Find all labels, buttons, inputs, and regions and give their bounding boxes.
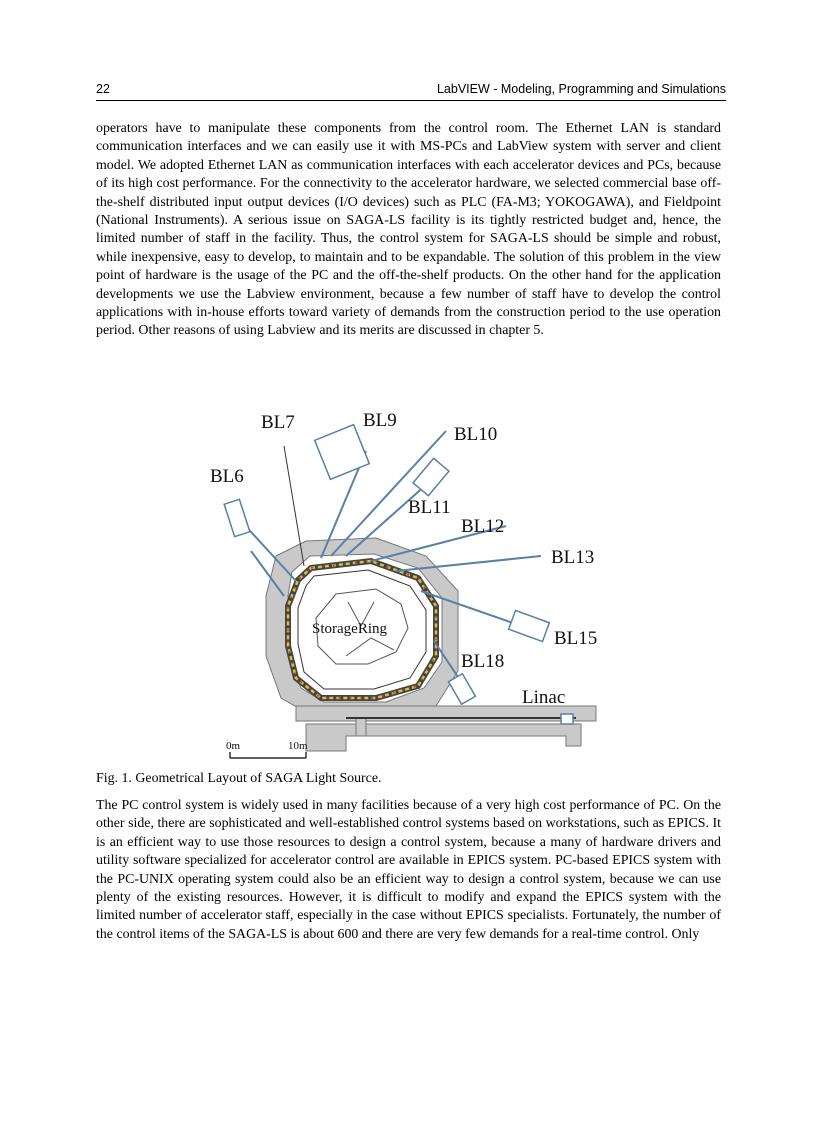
label-bl6: BL6 xyxy=(210,466,244,487)
label-bl12: BL12 xyxy=(461,516,505,537)
label-bl18: BL18 xyxy=(461,651,505,672)
saga-layout-diagram xyxy=(196,406,616,762)
label-linac: Linac xyxy=(522,687,566,708)
page-number: 22 xyxy=(96,82,110,96)
figure-caption: Fig. 1. Geometrical Layout of SAGA Light Source. xyxy=(96,771,382,786)
figure-saga-layout xyxy=(196,406,616,762)
scale-bar xyxy=(226,740,308,758)
label-storage-ring: StorageRing xyxy=(312,621,387,637)
running-header xyxy=(96,80,726,101)
label-bl7: BL7 xyxy=(261,412,295,433)
label-bl11: BL11 xyxy=(408,497,451,518)
scale-label-10: 10m xyxy=(288,740,308,752)
label-bl9: BL9 xyxy=(363,410,397,431)
label-bl15: BL15 xyxy=(554,628,598,649)
book-title: LabVIEW - Modeling, Programming and Simulations xyxy=(436,82,726,96)
paragraph-epics: The PC control system is widely used in many facilities because of a very high cost performance of PC. On the other side, there are sophisticated and well-established control systems based on workstations, such as EPICS. It is an efficient way to use those resources to design a control system, because a many of hardware drivers and utility software specialized for accelerator control are available in EPICS system. PC-based EPICS system with the PC-UNIX operating system could also be an efficient way to design a control system, because we can use plenty of the existing resources. However, it is difficult to modify and expand the EPICS system with the limited number of accelerator staff, especially in the case without EPICS specialists. Fortunately, the number of the control items of the SAGA-LS is about 600 and there are very few demands for a real-time control. Only xyxy=(96,798,721,942)
paragraph-intro: operators have to manipulate these components from the control room. The Ethernet LAN is standard communication interfaces and we can easily use it with MS-PCs and LabView system with server and client model. We adopted Ethernet LAN as communication interfaces with each accelerator devices and PCs, because of its high cost performance. For the connectivity to the accelerator hardware, we selected commercial base off-the-shelf distributed input output devices (I/O devices) such as PLC (FA-M3; YOKOGAWA), and Fieldpoint (National Instruments). A serious issue on SAGA-LS facility is its tightly restricted budget and, hence, the limited number of staff in the facility. Thus, the control system for SAGA-LS should be simple and robust, while inexpensive, easy to develop, to maintain and to be expandable. The solution of this problem in the view point of hardware is the usage of the PC and the off-the-shelf products. On the other hand for the application developments we use the Labview environment, because a few number of staff have to develop the control applications with in-house efforts toward variety of demands from the construction period to the use operation period. Other reasons of using Labview and its merits are discussed in chapter 5. xyxy=(96,121,721,339)
scale-label-0: 0m xyxy=(226,740,241,752)
label-bl13: BL13 xyxy=(551,547,595,568)
label-bl10: BL10 xyxy=(454,424,498,445)
